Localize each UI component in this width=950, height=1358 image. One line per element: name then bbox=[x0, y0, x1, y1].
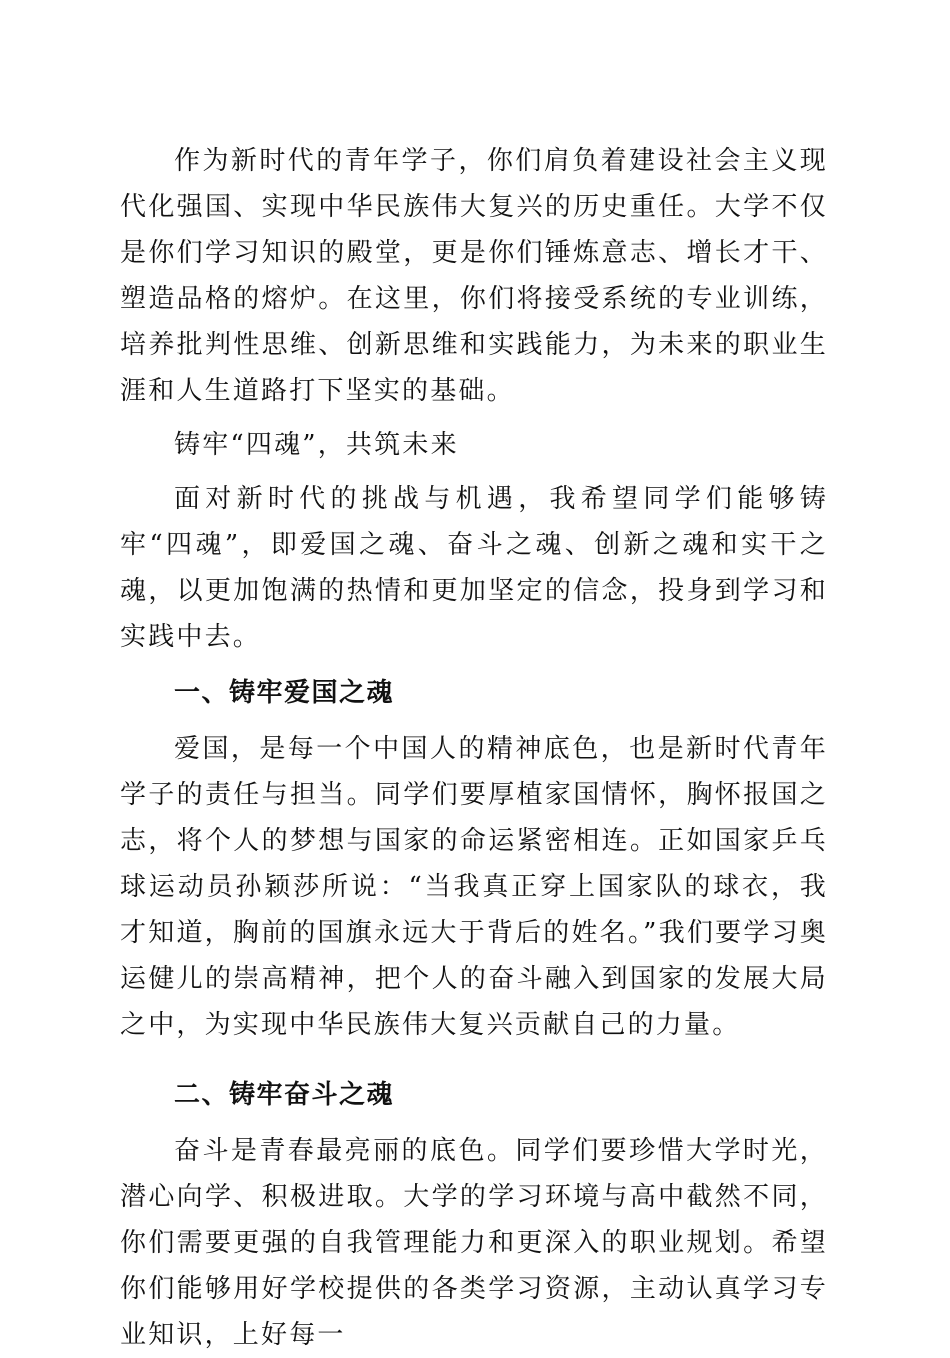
intro-paragraph: 作为新时代的青年学子，你们肩负着建设社会主义现代化强国、实现中华民族伟大复兴的历史重任。大学不仅是你们学习知识的殿堂，更是你们锤炼意志、增长才干、塑造品格的熔炉。在这里，你们将接受系统的专业训练，培养批判性思维、创新思维和实践能力，为未来的职业生涯和人生道路打下坚实的基础。 bbox=[120, 146, 828, 406]
heading-striving: 二、铸牢奋斗之魂 bbox=[174, 1080, 395, 1110]
section-title: 铸牢“四魂”，共筑未来 bbox=[174, 430, 459, 460]
document-body bbox=[120, 138, 828, 1358]
four-souls-paragraph: 面对新时代的挑战与机遇，我希望同学们能够铸牢“四魂”，即爱国之魂、奋斗之魂、创新之魂和实干之魂，以更加饱满的热情和更加坚定的信念，投身到学习和实践中去。 bbox=[120, 484, 828, 652]
striving-paragraph: 奋斗是青春最亮丽的底色。同学们要珍惜大学时光，潜心向学、积极进取。大学的学习环境与高中截然不同，你们需要更强的自我管理能力和更深入的职业规划。希望你们能够用好学校提供的各类学习资源，主动认真学习专业知识，上好每一 bbox=[120, 1136, 828, 1350]
patriotism-paragraph: 爱国，是每一个中国人的精神底色，也是新时代青年学子的责任与担当。同学们要厚植家国情怀，胸怀报国之志，将个人的梦想与国家的命运紧密相连。正如国家乒乓球运动员孙颖莎所说：“当我真正穿上国家队的球衣，我才知道，胸前的国旗永远大于背后的姓名。”我们要学习奥运健儿的崇高精神，把个人的奋斗融入到国家的发展大局之中，为实现中华民族伟大复兴贡献自己的力量。 bbox=[120, 734, 828, 1040]
heading-patriotism: 一、铸牢爱国之魂 bbox=[174, 678, 395, 708]
